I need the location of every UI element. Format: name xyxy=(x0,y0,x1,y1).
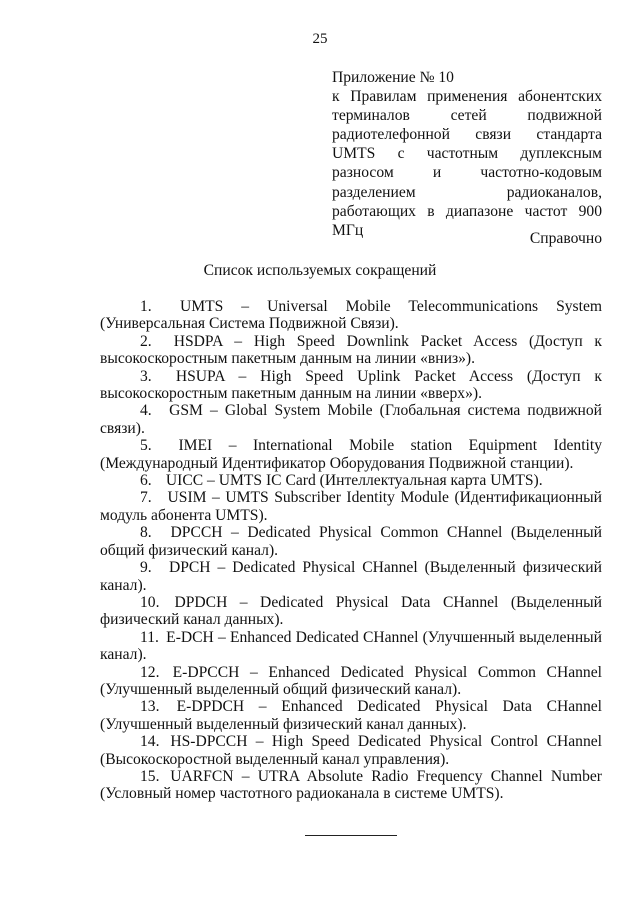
abbreviation-item xyxy=(100,768,602,803)
abbreviation-item-text: E-DCH – Enhanced Dedicated CHannel (Улучшенный выделенный канал). xyxy=(100,628,602,664)
abbreviation-item xyxy=(100,594,602,629)
appendix-header xyxy=(332,68,602,240)
abbreviation-item-text: HSUPA – High Speed Uplink Packet Access (Доступ к высокоскоростным пакетным данным на линии «вверх»). xyxy=(100,367,602,403)
reference-label: Справочно xyxy=(529,230,602,247)
abbreviation-item xyxy=(100,298,602,333)
abbreviation-item-number: 14. xyxy=(140,733,160,751)
abbreviation-item-text: UARFCN – UTRA Absolute Radio Frequency Channel Number (Условный номер частотного радиоканала в системе UMTS). xyxy=(100,767,602,803)
abbreviation-item xyxy=(100,664,602,699)
abbreviation-item-number: 2. xyxy=(140,332,152,350)
abbreviation-item-text: DPCH – Dedicated Physical CHannel (Выделенный физический канал). xyxy=(100,559,603,594)
abbreviation-item-number: 7. xyxy=(140,489,152,507)
abbreviation-item-number: 15. xyxy=(140,767,160,785)
appendix-description: к Правилам применения абонентских терминалов сетей подвижной радиотелефонной связи стандарта UMTS с частотным дуплексным разносом и частотно-кодовым разделением радиоканалов, работающих в диапазоне частот 900 МГц xyxy=(332,88,602,239)
abbreviations-list xyxy=(100,298,602,803)
abbreviation-item xyxy=(100,698,602,733)
abbreviation-item-number: 8. xyxy=(140,524,152,542)
abbreviation-item xyxy=(100,472,602,489)
abbreviation-item-text: E-DPDCH – Enhanced Dedicated Physical Data CHannel (Улучшенный выделенный физический канал данных). xyxy=(100,698,602,733)
abbreviation-item-text: GSM – Global System Mobile (Глобальная система подвижной связи). xyxy=(100,402,602,437)
page-number: 25 xyxy=(312,31,328,47)
abbreviation-item-text: UICC – UMTS IC Card (Интеллектуальная карта UMTS). xyxy=(165,472,543,490)
abbreviations-list-title: Список используемых сокращений xyxy=(203,262,437,279)
abbreviation-item xyxy=(100,489,602,524)
abbreviation-item xyxy=(100,733,602,768)
abbreviation-item-text: HSDPA – High Speed Downlink Packet Access (Доступ к высокоскоростным пакетным данным на линии «вниз»). xyxy=(100,332,602,368)
abbreviation-item-number: 13. xyxy=(140,698,160,716)
abbreviation-item-number: 9. xyxy=(140,559,152,577)
abbreviation-item xyxy=(100,437,602,472)
abbreviation-item-text: UMTS – Universal Mobile Telecommunications System (Универсальная Система Подвижной Связи). xyxy=(100,298,602,333)
abbreviation-item-number: 6. xyxy=(140,472,152,490)
closing-rule xyxy=(305,835,397,836)
abbreviation-item-number: 10. xyxy=(140,593,160,611)
abbreviation-item xyxy=(100,559,602,594)
abbreviation-item-text: HS-DPCCH – High Speed Dedicated Physical Control CHannel (Высокоскоростной выделенный канал управления). xyxy=(100,733,602,768)
abbreviation-item-number: 12. xyxy=(140,663,160,681)
abbreviation-item xyxy=(100,402,602,437)
abbreviation-item-number: 1. xyxy=(140,298,152,315)
abbreviation-item xyxy=(100,524,602,559)
abbreviation-item-number: 3. xyxy=(140,367,152,385)
abbreviation-item-text: DPCCH – Dedicated Physical Common CHannel (Выделенный общий физический канал). xyxy=(100,524,602,559)
abbreviation-item-text: E-DPCCH – Enhanced Dedicated Physical Common CHannel (Улучшенный выделенный общий физический канал). xyxy=(100,663,602,698)
abbreviation-item xyxy=(100,333,602,368)
abbreviation-item-number: 11. xyxy=(140,628,159,646)
abbreviation-item-number: 4. xyxy=(140,402,152,420)
abbreviation-item-text: DPDCH – Dedicated Physical Data CHannel (Выделенный физический канал данных). xyxy=(100,593,602,629)
appendix-title: Приложение № 10 xyxy=(332,69,454,86)
abbreviation-item-text: IMEI – International Mobile station Equipment Identity (Международный Идентификатор Оборудования Подвижной станции). xyxy=(100,437,603,472)
abbreviation-item-text: USIM – UMTS Subscriber Identity Module (Идентификационный модуль абонента UMTS). xyxy=(100,489,602,524)
abbreviation-item xyxy=(100,629,602,664)
abbreviation-item xyxy=(100,368,602,403)
abbreviation-item-number: 5. xyxy=(140,437,152,455)
